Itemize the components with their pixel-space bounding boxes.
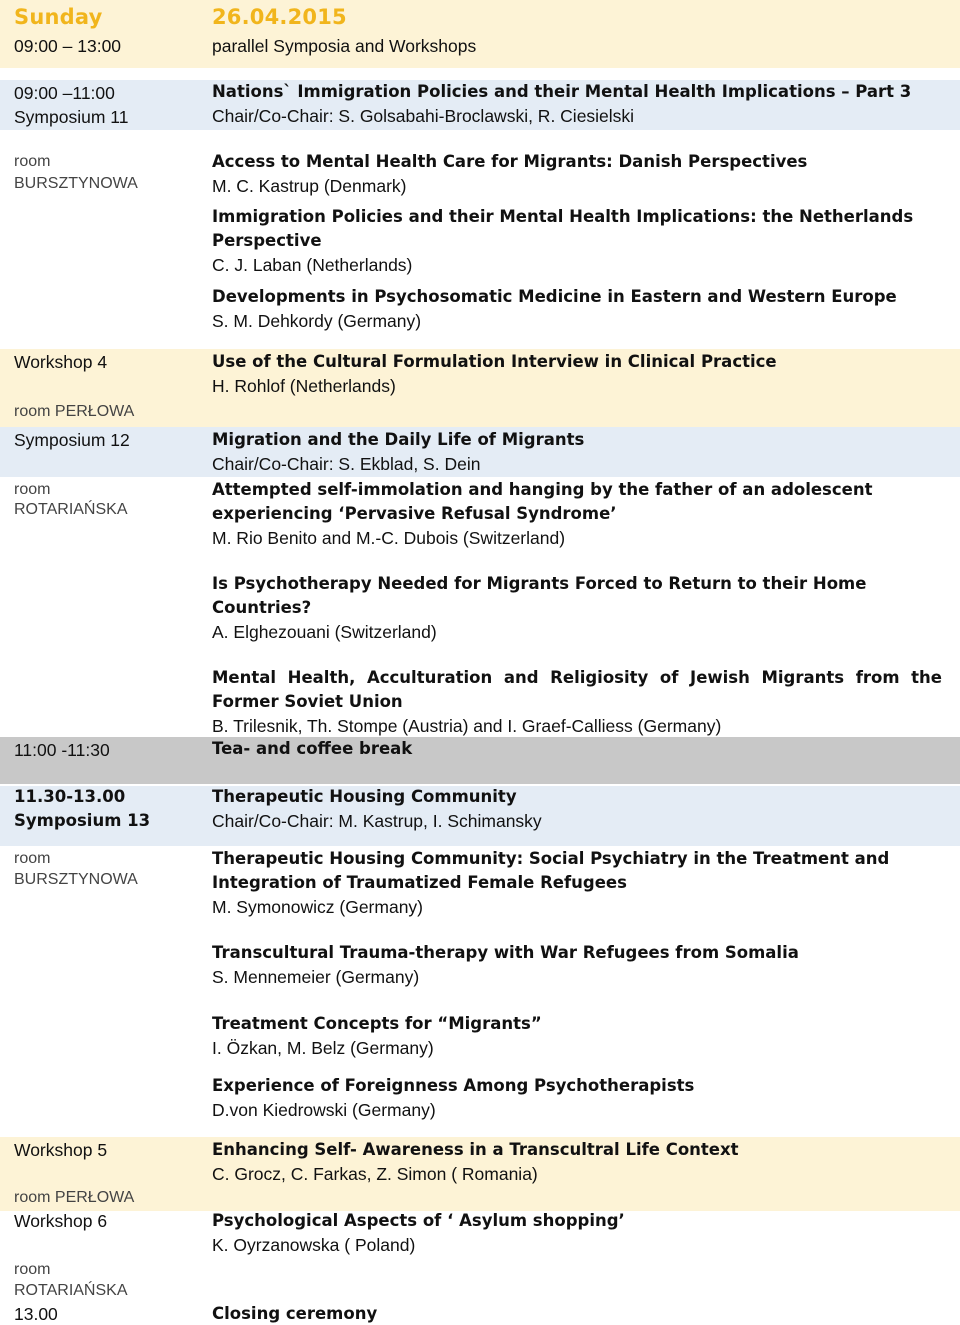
workshop-4-name: Workshop 4: [14, 352, 108, 372]
symposium-11-time: 09:00 –11:00: [14, 83, 115, 103]
workshop-4-room: room PERŁOWA: [14, 403, 135, 420]
symposium-12-title: Migration and the Daily Life of Migrants: [212, 430, 585, 449]
symposium-13-name: Symposium 13: [14, 811, 151, 830]
symposium-11-room-label: room: [14, 153, 51, 170]
workshop-6-name: Workshop 6: [14, 1211, 108, 1231]
symposium-13-chair: Chair/Co-Chair: M. Kastrup, I. Schimansky: [212, 811, 542, 831]
intro-text: parallel Symposia and Workshops: [212, 36, 477, 56]
talk-title: Experience of Foreignness Among Psychotherapists: [212, 1076, 695, 1095]
symposium-12-chair: Chair/Co-Chair: S. Ekblad, S. Dein: [212, 454, 481, 474]
symposium-13-time: 11.30-13.00: [14, 787, 126, 806]
workshop-4-title: Use of the Cultural Formulation Interview in Clinical Practice: [212, 352, 777, 371]
talk-authors: M. Rio Benito and M.-C. Dubois (Switzerland): [212, 528, 566, 548]
symposium-11-room: BURSZTYNOWA: [14, 175, 138, 192]
workshop-4-authors: H. Rohlof (Netherlands): [212, 376, 396, 396]
break-band: [0, 737, 960, 784]
symposium-12-room: ROTARIAŃSKA: [14, 501, 128, 518]
closing-time: 13.00: [14, 1304, 58, 1324]
talk-title: Immigration Policies and their Mental Health Implications: the Netherlands: [212, 207, 914, 226]
talk-authors: D.von Kiedrowski (Germany): [212, 1100, 436, 1120]
date-heading: 26.04.2015: [212, 5, 347, 29]
header-band: [0, 0, 960, 68]
talk-title-cont: Countries?: [212, 598, 312, 617]
workshop-6-room: ROTARIAŃSKA: [14, 1282, 128, 1299]
workshop-6-title: Psychological Aspects of ‘ Asylum shopping’: [212, 1211, 625, 1230]
symposium-13-room-label: room: [14, 850, 51, 867]
break-text: Tea- and coffee break: [212, 739, 413, 758]
talk-title-cont: Former Soviet Union: [212, 692, 403, 711]
closing-text: Closing ceremony: [212, 1304, 378, 1323]
talk-authors: C. J. Laban (Netherlands): [212, 255, 413, 275]
talk-title: Is Psychotherapy Needed for Migrants Forced to Return to their Home: [212, 574, 867, 593]
break-time: 11:00 -11:30: [14, 740, 110, 760]
symposium-11-title: Nations` Immigration Policies and their Mental Health Implications – Part 3: [212, 82, 912, 101]
talk-authors: M. Symonowicz (Germany): [212, 897, 424, 917]
workshop-6-authors: K. Oyrzanowska ( Poland): [212, 1235, 416, 1255]
workshop-5-name: Workshop 5: [14, 1140, 108, 1160]
symposium-12-name: Symposium 12: [14, 430, 130, 450]
talk-title: Transcultural Trauma-therapy with War Refugees from Somalia: [212, 943, 799, 962]
talk-title: Attempted self-immolation and hanging by the father of an adolescent: [212, 480, 873, 499]
symposium-13-title: Therapeutic Housing Community: [212, 787, 517, 806]
workshop-5-title: Enhancing Self- Awareness in a Transcultral Life Context: [212, 1140, 739, 1159]
intro-time: 09:00 – 13:00: [14, 36, 122, 56]
talk-title: Mental Health, Acculturation and Religiosity of Jewish Migrants from the: [212, 668, 942, 687]
talk-authors: M. C. Kastrup (Denmark): [212, 176, 407, 196]
symposium-12-room-label: room: [14, 481, 51, 498]
workshop-6-room-label: room: [14, 1261, 51, 1278]
talk-authors: S. Mennemeier (Germany): [212, 967, 420, 987]
workshop-5-authors: C. Grocz, C. Farkas, Z. Simon ( Romania): [212, 1164, 538, 1184]
talk-title-cont: experiencing ‘Pervasive Refusal Syndrome’: [212, 504, 617, 523]
workshop-5-room: room PERŁOWA: [14, 1189, 135, 1206]
talk-authors: I. Özkan, M. Belz (Germany): [212, 1038, 434, 1058]
symposium-11-chair: Chair/Co-Chair: S. Golsabahi-Broclawski, R. Ciesielski: [212, 106, 635, 126]
talk-authors: A. Elghezouani (Switzerland): [212, 622, 437, 642]
symposium-11-name: Symposium 11: [14, 107, 129, 127]
talk-title-cont: Integration of Traumatized Female Refugees: [212, 873, 627, 892]
talk-title-cont: Perspective: [212, 231, 322, 250]
symposium-13-room: BURSZTYNOWA: [14, 871, 138, 888]
talk-title: Access to Mental Health Care for Migrants: Danish Perspectives: [212, 152, 808, 171]
talk-authors: B. Trilesnik, Th. Stompe (Austria) and I. Graef-Calliess (Germany): [212, 716, 722, 736]
talk-title: Treatment Concepts for “Migrants”: [212, 1014, 542, 1033]
day-heading: Sunday: [14, 5, 103, 29]
talk-title: Developments in Psychosomatic Medicine in Eastern and Western Europe: [212, 287, 897, 306]
talk-title: Therapeutic Housing Community: Social Psychiatry in the Treatment and: [212, 849, 890, 868]
talk-authors: S. M. Dehkordy (Germany): [212, 311, 422, 331]
